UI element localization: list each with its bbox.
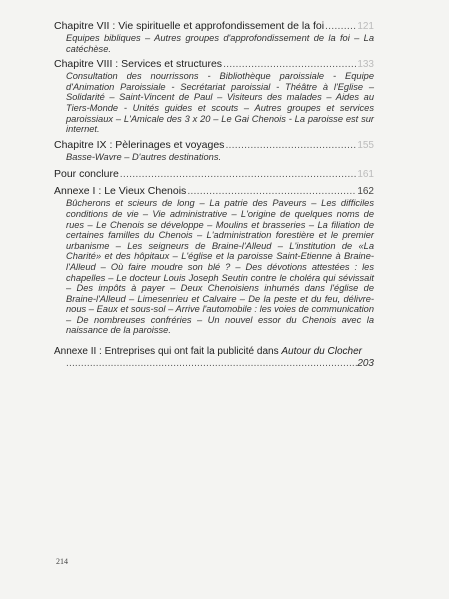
toc-entry-title [54,345,374,358]
toc-entry-chapitre-9 [54,139,374,163]
toc-entry-page-number: 121 [357,21,374,32]
toc-entry-line [54,58,374,71]
toc-entry-line [66,358,374,370]
toc-entry-page-number: 133 [357,59,374,71]
toc-entry-description: Consultation des nourrissons - Bibliothèque paroissiale - Equipe d'Animation Paroissiale - Secrétariat paroissial - Théâtre à l'Eglise – Solidarité – Saint-Vincent de Paul – Visiteurs des malades – Aides au Tiers-Monde - Unités guides et scouts – Autres groupes et services paroissiaux – L'Amicale des 3 x 20 – Le Gai Chenois - La paroisse est sur internet. [66,71,374,135]
toc-entry-description: Bûcherons et scieurs de long – La patrie des Paveurs – Les difficiles conditions de vie – Vie administrative – L'origine de quelques noms de rues – Le Chenois se développe – Moulins et brasseries – La filiation de certaines familles du Chenois – L'administration forestière et le premier urbanisme – Les seigneurs de Braine-l'Alleud – L'institution de «La Charité» et des hôpitaux – L'église et la paroisse Saint-Etienne à Braine-l'Alleud – Où faire moudre son blé ? – Des dévotions attestées : les chapelles – Le docteur Louis Joseph Seutin contre le choléra qui sévissait – Des impôts à payer – Deux Chenoisiens inhumés dans l'église de Braine-l'Alleud – Limesenrieu et Calvaire – De la peste et du feu, délivre-nous – Eaux et sous-sol – Arrive l'automobile : les voies de communication – De nombreuses confréries – Un nouvel essor du Chenois avec la naissance de la paroisse. [66,198,374,336]
toc-entry-title: Chapitre IX : Pèlerinages et voyages [54,138,225,151]
toc-entry-page-number: 162 [357,186,374,198]
toc-entry-title: Chapitre VII : Vie spirituelle et approfondissement de la foi [54,20,325,32]
toc-entry-title-text: Annexe II : Entreprises qui ont fait la publicité dans [54,346,282,358]
toc-entry-line [54,168,374,181]
dot-leader [325,20,356,33]
toc-entry-description: Basse-Wavre – D'autres destinations. [66,151,222,162]
toc-entry-line [54,20,374,33]
toc-entry-line [54,185,374,198]
table-of-contents [54,20,374,370]
toc-entry-annexe-2 [54,345,374,370]
dot-leader [187,185,356,198]
toc-entry-page-number: 161 [357,169,374,181]
dot-leader [223,58,356,71]
toc-entry-title: Annexe I : Le Vieux Chenois [54,185,187,198]
toc-entry-title-italic: Autour du Clocher [281,346,362,358]
toc-entry-chapitre-8 [54,58,374,135]
toc-entry-page-number: 203 [357,358,374,370]
dot-leader [66,358,357,370]
toc-entry-title: Chapitre VIII : Services et structures [54,58,223,71]
toc-entry-annexe-1 [54,185,374,336]
dot-leader [225,139,356,152]
toc-entry-description: Equipes bibliques – Autres groupes d'approfondissement de la foi – La catéchèse. [66,33,374,54]
toc-entry-title: Pour conclure [54,168,119,181]
toc-entry-line [54,139,374,152]
dot-leader [120,168,357,181]
toc-entry-page-number: 155 [357,139,374,151]
toc-entry-chapitre-7 [54,20,374,54]
page-number: 214 [56,557,68,566]
toc-entry-pour-conclure [54,168,374,181]
